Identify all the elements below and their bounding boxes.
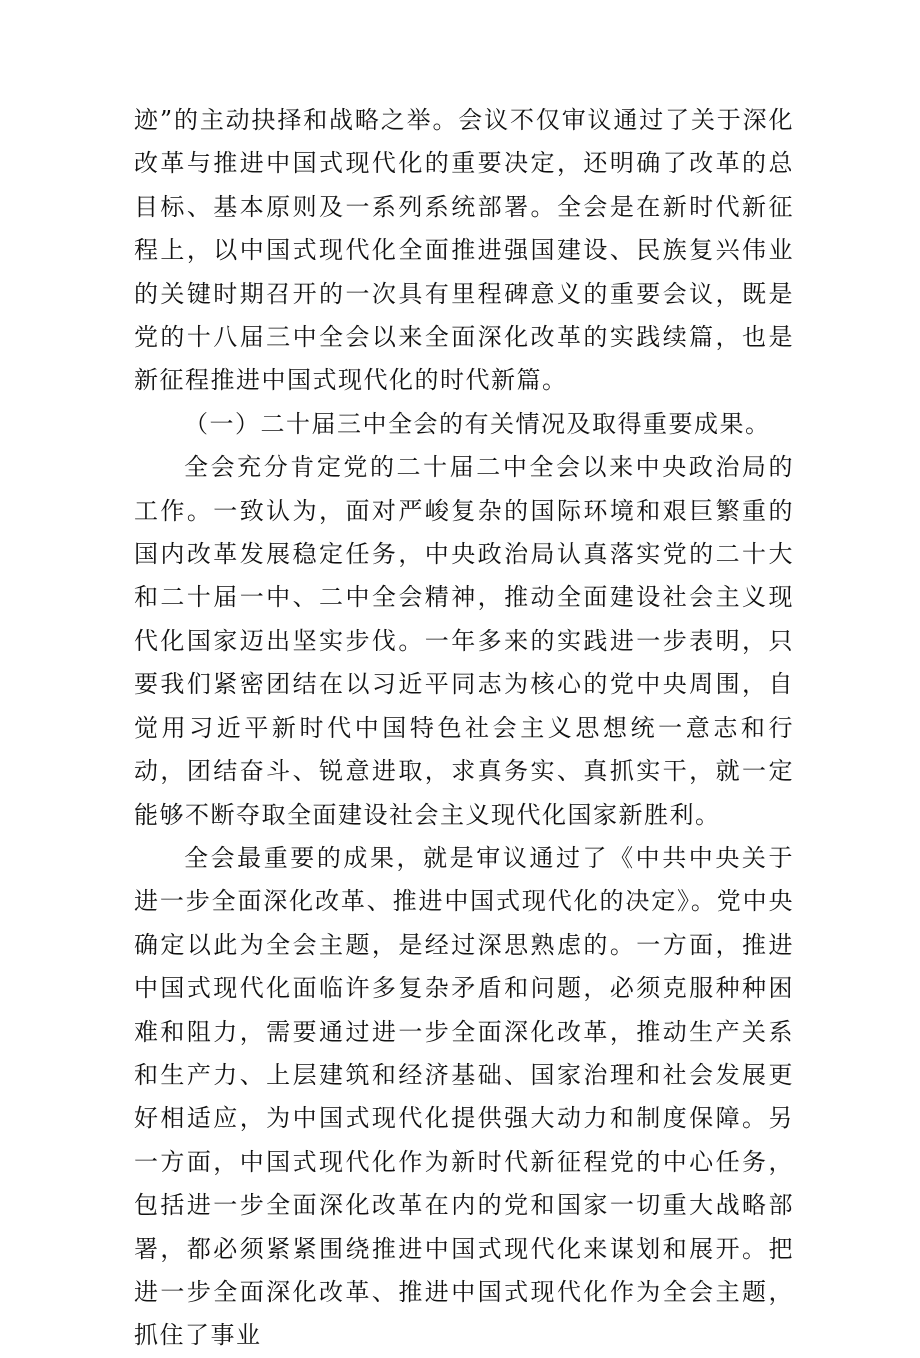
section-heading: （一）二十届三中全会的有关情况及取得重要成果。 [184,409,771,438]
paragraph-continuation: 迹”的主动抉择和战略之举。会议不仅审议通过了关于深化改革与推进中国式现代化的重要决定，还明确了改革的总目标、基本原则及一系列系统部署。全会是在新时代新征程上，以中国式现代化全面推进强国建设、民族复兴伟业的关键时期召开的一次具有里程碑意义的重要会议，既是党的十八届三中全会以来全面深化改革的实践续篇，也是新征程推进中国式现代化的时代新篇。 [134,106,794,395]
paragraph-plenary-work: 全会充分肯定党的二十届二中全会以来中央政治局的工作。一致认为，面对严峻复杂的国际环境和艰巨繁重的国内改革发展稳定任务，中央政治局认真落实党的二十大和二十届一中、二中全会精神，推动全面建设社会主义现代化国家迈出坚实步伐。一年多来的实践进一步表明，只要我们紧密团结在以习近平同志为核心的党中央周围，自觉用习近平新时代中国特色社会主义思想统一意志和行动，团结奋斗、锐意进取，求真务实、真抓实干，就一定能够不断夺取全面建设社会主义现代化国家新胜利。 [134,453,794,829]
paragraph-plenary-result: 全会最重要的成果，就是审议通过了《中共中央关于进一步全面深化改革、推进中国式现代化的决定》。党中央确定以此为全会主题，是经过深思熟虑的。一方面，推进中国式现代化面临许多复杂矛盾和问题，必须克服种种困难和阻力，需要通过进一步全面深化改革，推动生产关系和生产力、上层建筑和经济基础、国家治理和社会发展更好相适应，为中国式现代化提供强大动力和制度保障。另一方面，中国式现代化作为新时代新征程党的中心任务，包括进一步全面深化改革在内的党和国家一切重大战略部署，都必须紧紧围绕推进中国式现代化来谋划和展开。把进一步全面深化改革、推进中国式现代化作为全会主题，抓住了事业 [134,843,794,1350]
document-page [134,99,794,1358]
